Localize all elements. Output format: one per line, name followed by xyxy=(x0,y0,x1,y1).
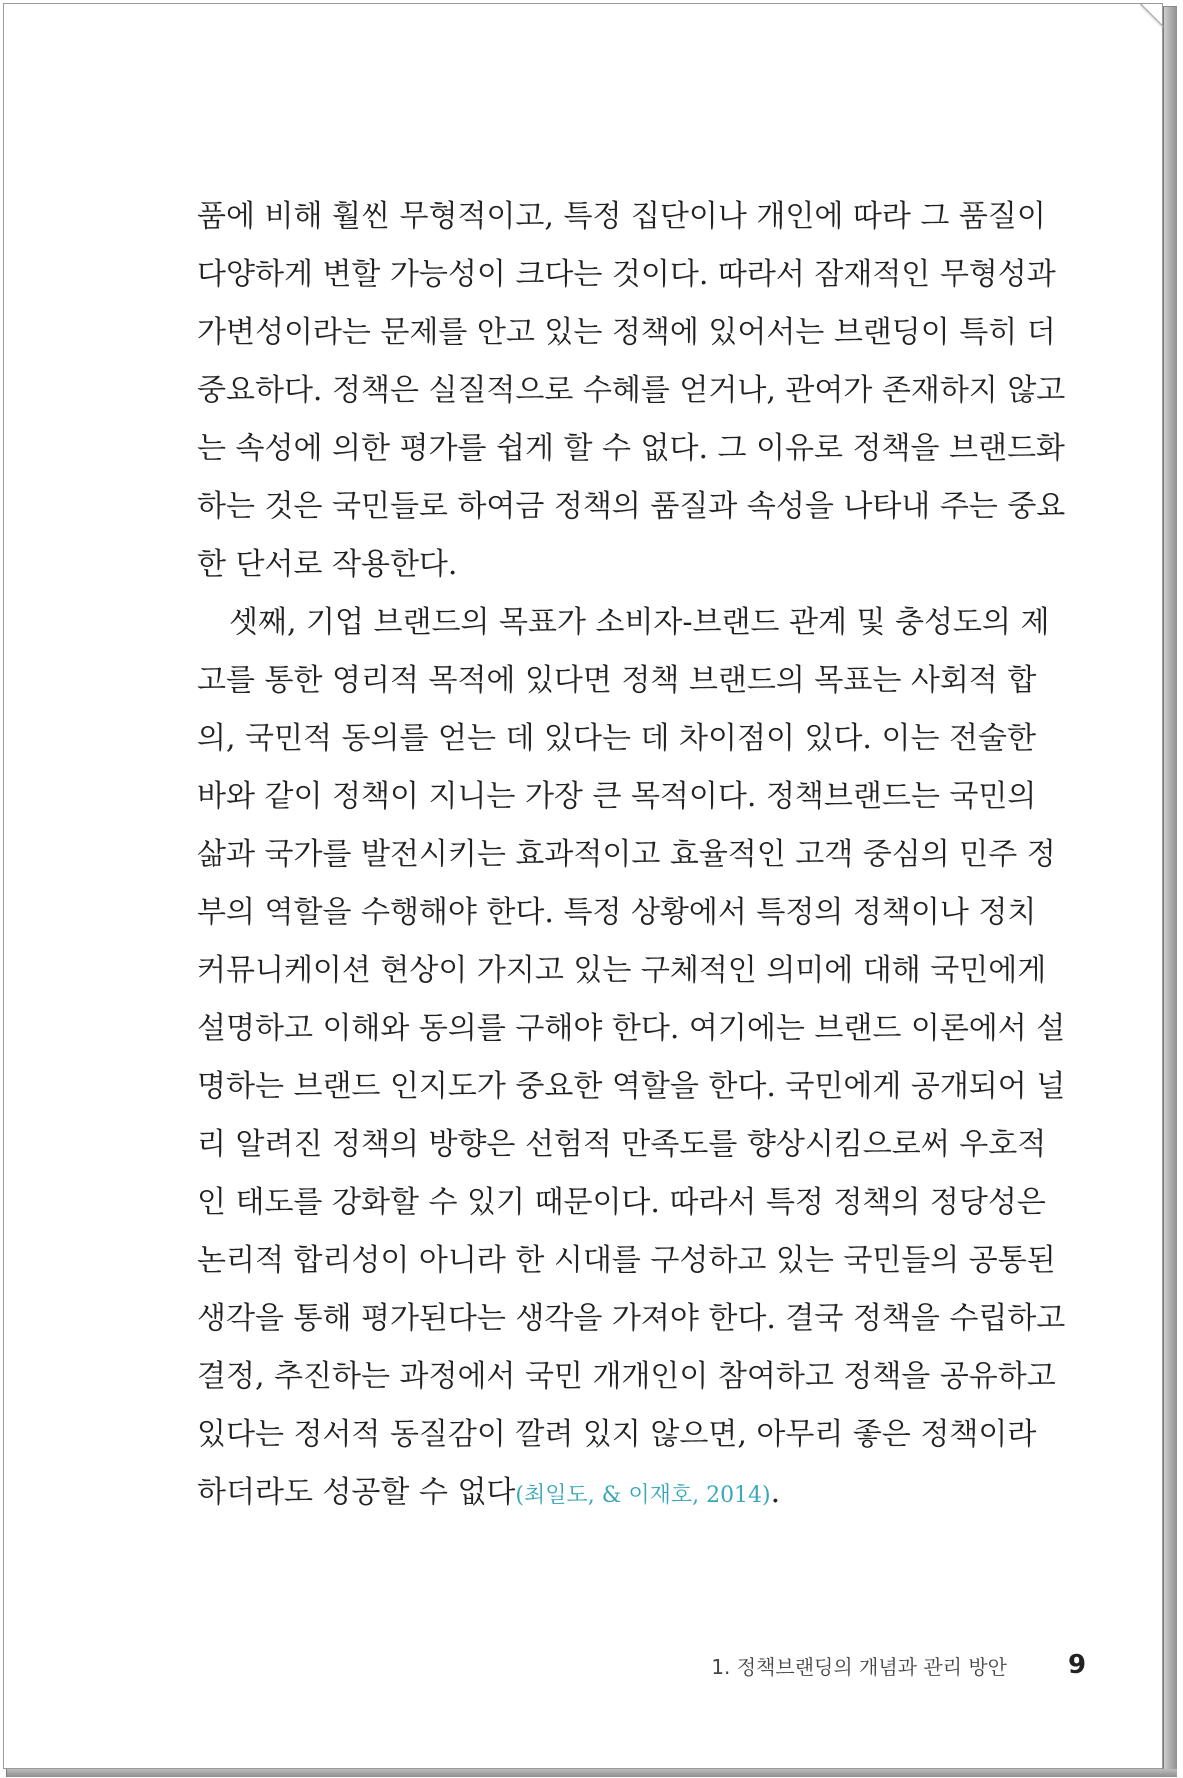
text-line: 고를 통한 영리적 목적에 있다면 정책 브랜드의 목표는 사회적 합 xyxy=(197,663,1037,698)
running-title: 1. 정책브랜딩의 개념과 관리 방안 xyxy=(711,1655,1007,1679)
text-line: 생각을 통해 평가된다는 생각을 가져야 한다. 결국 정책을 수립하고 xyxy=(197,1301,1066,1336)
text-line: 삶과 국가를 발전시키는 효과적이고 효율적인 고객 중심의 민주 정 xyxy=(197,837,1056,872)
text-line: 다양하게 변할 가능성이 크다는 것이다. 따라서 잠재적인 무형성과 xyxy=(197,257,1056,292)
text-line: 중요하다. 정책은 실질적으로 수혜를 얻거나, 관여가 존재하지 않고 xyxy=(197,373,1066,408)
text-line: 논리적 합리성이 아니라 한 시대를 구성하고 있는 국민들의 공통된 xyxy=(197,1243,1056,1278)
text-line: 한 단서로 작용한다. xyxy=(197,547,458,582)
body-text xyxy=(197,188,1066,1522)
text-line: 커뮤니케이션 현상이 가지고 있는 구체적인 의미에 대해 국민에게 xyxy=(197,953,1047,988)
text-line: 가변성이라는 문제를 안고 있는 정책에 있어서는 브랜딩이 특히 더 xyxy=(197,315,1056,350)
text-line: 부의 역할을 수행해야 한다. 특정 상황에서 특정의 정책이나 정치 xyxy=(197,895,1037,930)
text-line: 품에 비해 훨씬 무형적이고, 특정 집단이나 개인에 따라 그 품질이 xyxy=(197,199,1046,234)
text-line: 인 태도를 강화할 수 있기 때문이다. 따라서 특정 정책의 정당성은 xyxy=(197,1185,1046,1220)
final-line-text: 하더라도 성공할 수 없다 xyxy=(197,1475,516,1510)
text-line: 셋째, 기업 브랜드의 목표가 소비자-브랜드 관계 및 충성도의 제 xyxy=(229,605,1050,640)
page-footer xyxy=(0,1652,1183,1682)
page-stack-edge-bottom xyxy=(6,1769,1177,1777)
text-line: 설명하고 이해와 동의를 구해야 한다. 여기에는 브랜드 이론에서 설 xyxy=(197,1011,1066,1046)
text-line: 바와 같이 정책이 지니는 가장 큰 목적이다. 정책브랜드는 국민의 xyxy=(197,779,1037,814)
citation: (최일도, & 이재호, 2014) xyxy=(515,1483,771,1508)
text-line: 있다는 정서적 동질감이 깔려 있지 않으면, 아무리 좋은 정책이라 xyxy=(197,1417,1037,1452)
text-line: 는 속성에 의한 평가를 쉽게 할 수 없다. 그 이유로 정책을 브랜드화 xyxy=(197,431,1065,466)
text-line: 하는 것은 국민들로 하여금 정책의 품질과 속성을 나타내 주는 중요 xyxy=(197,489,1066,524)
text-line: 결정, 추진하는 과정에서 국민 개개인이 참여하고 정책을 공유하고 xyxy=(197,1359,1056,1394)
final-line-period: . xyxy=(770,1475,781,1510)
text-line-final xyxy=(197,1464,1005,1522)
text-line: 명하는 브랜드 인지도가 중요한 역할을 한다. 국민에게 공개되어 널 xyxy=(197,1069,1066,1104)
text-line: 리 알려진 정책의 방향은 선험적 만족도를 향상시킴으로써 우호적 xyxy=(197,1127,1047,1162)
page-fold-icon xyxy=(1140,3,1164,27)
text-line: 의, 국민적 동의를 얻는 데 있다는 데 차이점이 있다. 이는 전술한 xyxy=(197,721,1036,756)
page-number: 9 xyxy=(1068,1650,1087,1680)
page-stack-edge-right xyxy=(1163,6,1177,1772)
